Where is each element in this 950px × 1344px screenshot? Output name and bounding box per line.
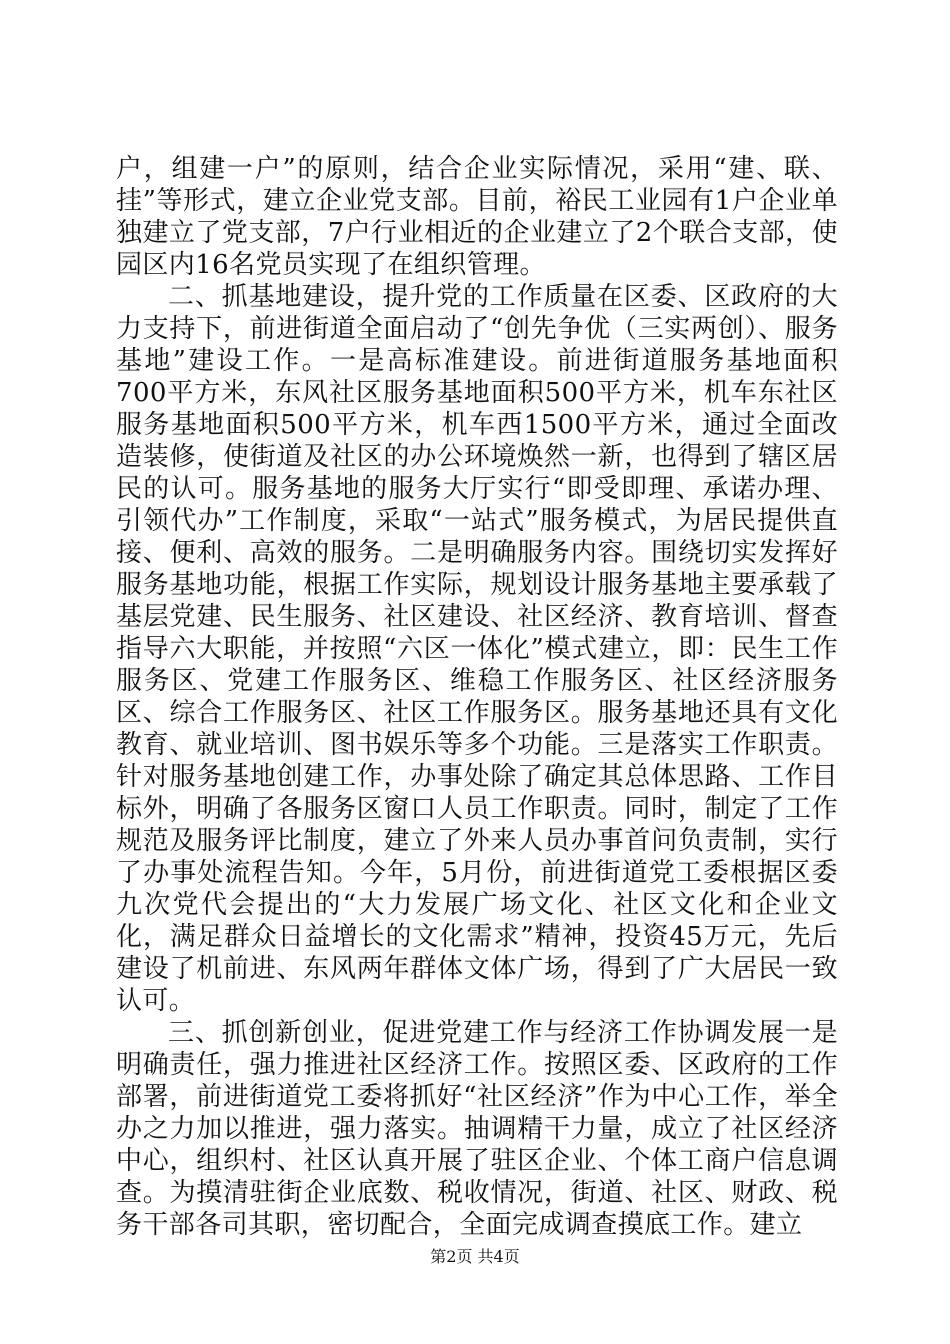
document-body (116, 153, 838, 1241)
page-footer (0, 1244, 950, 1267)
page-number: 第2页 共4页 (430, 1247, 520, 1266)
paragraph-innovation: 三、抓创新创业，促进党建工作与经济工作协调发展一是明确责任，强力推进社区经济工作。按照区委、区政府的工作部署，前进街道党工委将抓好“社区经济”作为中心工作，举全办之力加以推进，强力落实。抽调精干力量，成立了社区经济中心，组织村、社区认真开展了驻区企业、个体工商户信息调查。为摸清驻街企业底数、税收情况，街道、社区、财政、税务干部各司其职，密切配合，全面完成调查摸底工作。建立 (116, 1018, 838, 1240)
paragraph-continuation: 户，组建一户”的原则，结合企业实际情况，采用“建、联、挂”等形式，建立企业党支部。目前，裕民工业园有1户企业单独建立了党支部，7户行业相近的企业建立了2个联合支部，使园区内16名党员实现了在组织管理。 (116, 154, 838, 280)
paragraph-base-construction: 二、抓基地建设，提升党的工作质量在区委、区政府的大力支持下，前进街道全面启动了“创先争优（三实两创）、服务基地”建设工作。一是高标准建设。前进街道服务基地面积700平方米，东风社区服务基地面积500平方米，机车东社区服务基地面积500平方米，机车西1500平方米，通过全面改造装修，使街道及社区的办公环境焕然一新，也得到了辖区居民的认可。服务基地的服务大厅实行“即受即理、承诺办理、引领代办”工作制度，采取“一站式”服务模式，为居民提供直接、便利、高效的服务。二是明确服务内容。围绕切实发挥好服务基地功能，根据工作实际，规划设计服务基地主要承载了基层党建、民生服务、社区建设、社区经济、教育培训、督查指导六大职能，并按照“六区一体化”模式建立，即：民生工作服务区、党建工作服务区、维稳工作服务区、社区经济服务区、综合工作服务区、社区工作服务区。服务基地还具有文化教育、就业培训、图书娱乐等多个功能。三是落实工作职责。针对服务基地创建工作，办事处除了确定其总体思路、工作目标外，明确了各服务区窗口人员工作职责。同时，制定了工作规范及服务评比制度，建立了外来人员办事首问负责制，实行了办事处流程告知。今年，5月份，前进街道党工委根据区委九次党代会提出的“大力发展广场文化、社区文化和企业文化，满足群众日益增长的文化需求”精神，投资45万元，先后建设了机前进、东风两年群体文体广场，得到了广大居民一致认可。 (116, 282, 838, 1016)
